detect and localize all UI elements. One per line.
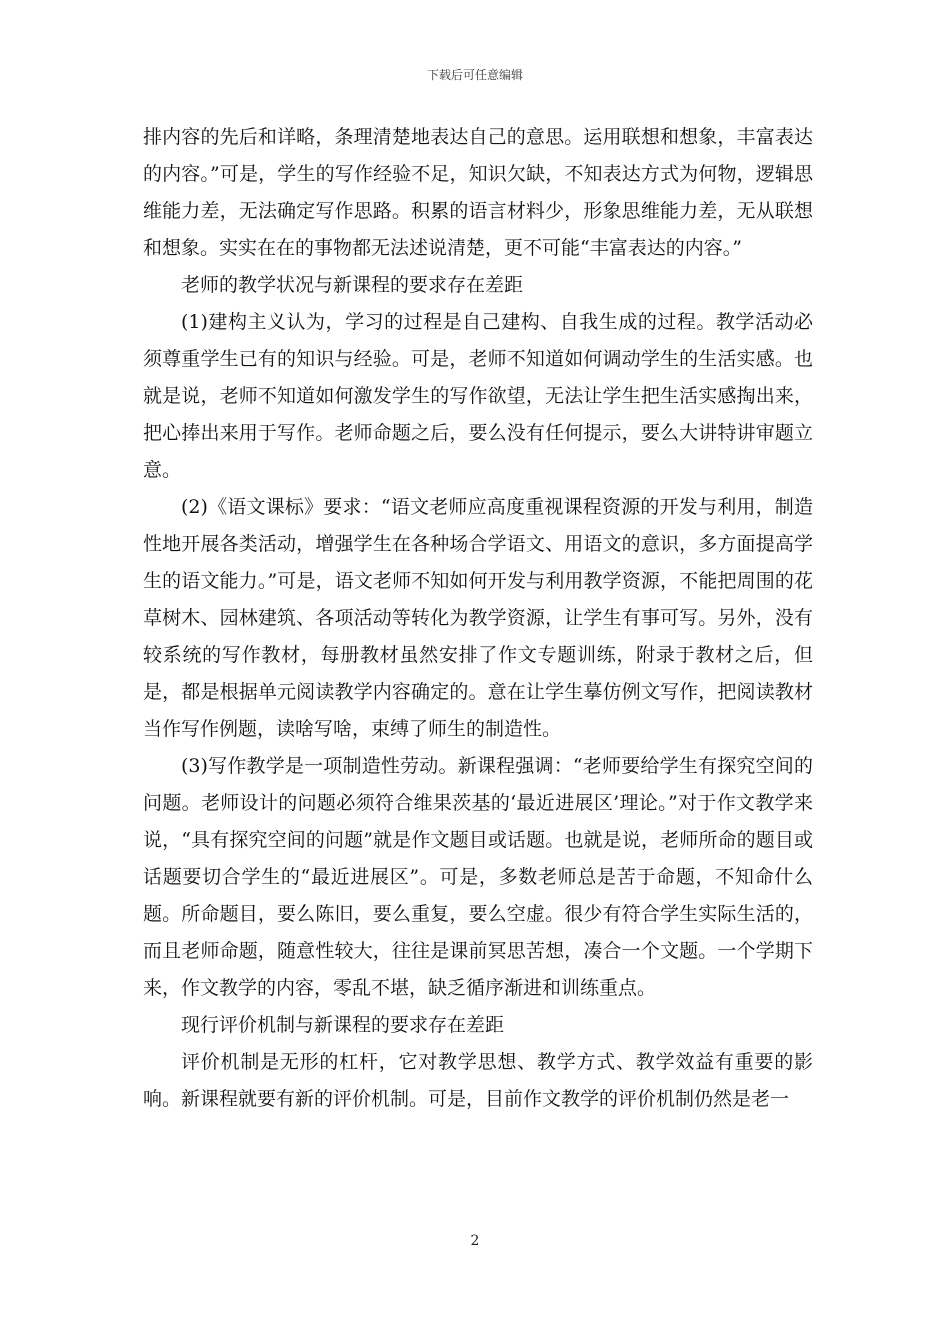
- paragraph-continuation: 排内容的先后和详略，条理清楚地表达自己的意思。运用联想和想象，丰富表达的内容。”可是，学生的写作经验不足，知识欠缺，不知表达方式为何物，逻辑思维能力差，无法确定写作思路。积累的语言材料少，形象思维能力差，无从联想和想象。实实在在的事物都无法述说清楚，更不可能“丰富表达的内容。”: [143, 126, 813, 259]
- page-number: 2: [470, 1233, 480, 1249]
- paragraph-point-2: (2)《语文课标》要求：“语文老师应高度重视课程资源的开发与利用，制造性地开展各类活动，增强学生在各种场合学语文、用语文的意识，多方面提高学生的语文能力。”可是，语文老师不知如何开发与利用教学资源，不能把周围的花草树木、园林建筑、各项活动等转化为教学资源，让学生有事可写。另外，没有较系统的写作教材，每册教材虽然安排了作文专题训练，附录于教材之后，但是，都是根据单元阅读教学内容确定的。意在让学生摹仿例文写作，把阅读教材当作写作例题，读啥写啥，束缚了师生的制造性。: [143, 496, 813, 740]
- body-text: [143, 119, 813, 1118]
- section-heading-evaluation: 现行评价机制与新课程的要求存在差距: [181, 1014, 505, 1036]
- page-header: 下载后可任意编辑: [426, 68, 523, 82]
- paragraph-point-1: (1)建构主义认为，学习的过程是自己建构、自我生成的过程。教学活动必须尊重学生已有的知识与经验。可是，老师不知道如何调动学生的生活实感。也就是说，老师不知道如何激发学生的写作欲望，无法让学生把生活实感掏出来，把心捧出来用于写作。老师命题之后，要么没有任何提示，要么大讲特讲审题立意。: [143, 311, 813, 481]
- paragraph-point-3: (3)写作教学是一项制造性劳动。新课程强调：“老师要给学生有探究空间的问题。老师设计的问题必须符合维果茨基的‘最近进展区’理论。”对于作文教学来说，“具有探究空间的问题”就是作文题目或话题。也就是说，老师所命的题目或话题要切合学生的“最近进展区”。可是，多数老师总是苦于命题，不知命什么题。所命题目，要么陈旧，要么重复，要么空虚。很少有符合学生实际生活的，而且老师命题，随意性较大，往往是课前冥思苦想，凑合一个文题。一个学期下来，作文教学的内容，零乱不堪，缺乏循序渐进和训练重点。: [143, 755, 813, 999]
- section-heading-teacher-status: 老师的教学状况与新课程的要求存在差距: [181, 274, 524, 296]
- paragraph-evaluation: 评价机制是无形的杠杆，它对教学思想、教学方式、教学效益有重要的影响。新课程就要有新的评价机制。可是，目前作文教学的评价机制仍然是老一: [143, 1051, 813, 1110]
